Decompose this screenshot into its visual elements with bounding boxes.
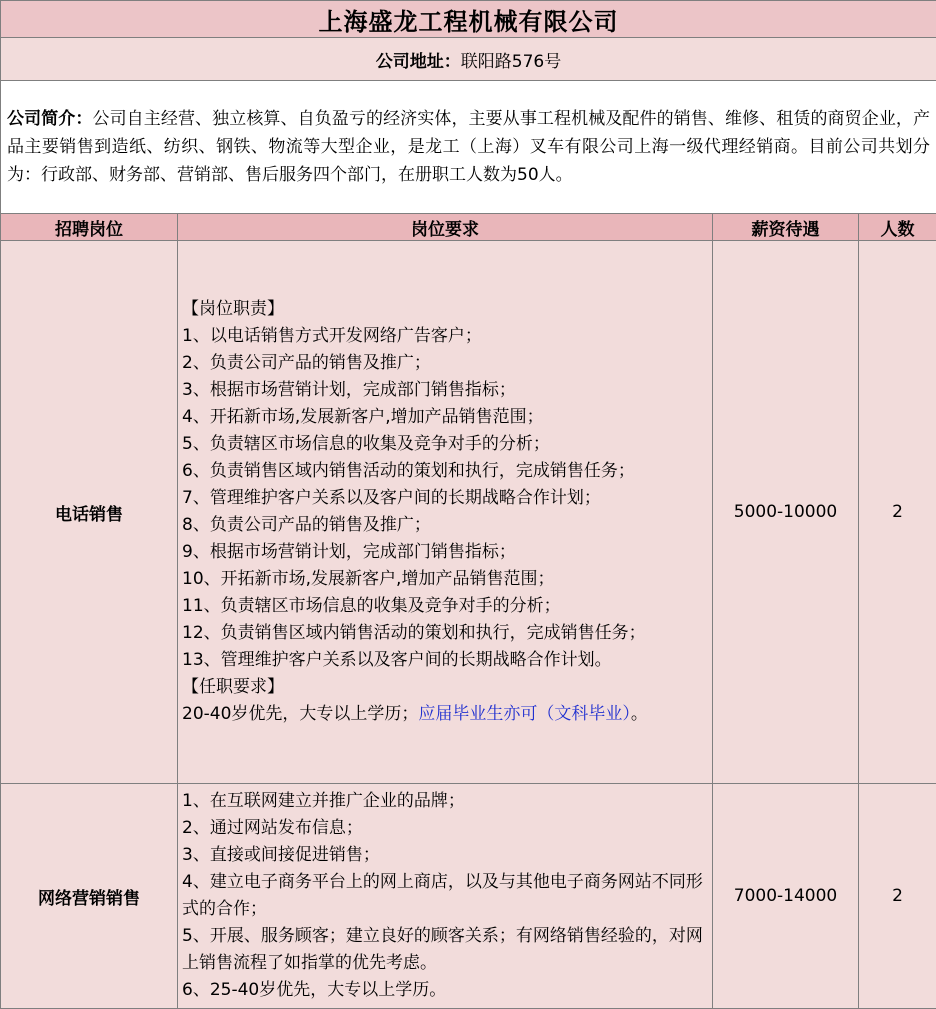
requirement-suffix: 。 (631, 704, 648, 724)
table-header-row (1, 214, 936, 241)
requirement-line: 3、直接或间接促进销售； (182, 842, 708, 869)
requirement-line: 6、负责销售区域内销售活动的策划和执行，完成销售任务； (182, 458, 708, 485)
requirement-line: 【任职要求】 (182, 674, 708, 701)
header-requirements: 岗位要求 (178, 214, 713, 241)
requirement-line: 3、根据市场营销计划，完成部门销售指标； (182, 377, 708, 404)
requirement-line: 5、开展、服务顾客；建立良好的顾客关系；有网络销售经验的，对网上销售流程了如指掌的优先考虑。 (182, 923, 708, 977)
requirement-line: 4、建立电子商务平台上的网上商店，以及与其他电子商务网站不同形式的合作； (182, 869, 708, 923)
requirement-line: 7、管理维护客户关系以及客户间的长期战略合作计划； (182, 485, 708, 512)
company-address (1, 38, 936, 81)
requirement-line: 10、开拓新市场,发展新客户,增加产品销售范围； (182, 566, 708, 593)
requirement-prefix: 20-40岁优先，大专以上学历； (182, 704, 418, 724)
requirement-line-last (182, 701, 708, 728)
job-requirements (178, 784, 713, 1009)
address-value: 联阳路576号 (461, 52, 561, 72)
requirement-line: 2、负责公司产品的销售及推广； (182, 350, 708, 377)
requirement-line: 8、负责公司产品的销售及推广； (182, 512, 708, 539)
job-count: 2 (859, 784, 936, 1009)
table-row (1, 241, 936, 784)
header-position: 招聘岗位 (1, 214, 178, 241)
requirement-line: 1、在互联网建立并推广企业的品牌； (182, 788, 708, 815)
table-row (1, 784, 936, 1009)
requirement-line: 9、根据市场营销计划，完成部门销售指标； (182, 539, 708, 566)
address-label: 公司地址： (376, 52, 461, 72)
company-intro (1, 81, 936, 214)
header-salary: 薪资待遇 (713, 214, 859, 241)
intro-label: 公司简介： (7, 109, 92, 129)
requirement-line: 【岗位职责】 (182, 296, 708, 323)
job-position: 网络营销销售 (1, 784, 178, 1009)
job-requirements (178, 241, 713, 784)
requirement-line: 5、负责辖区市场信息的收集及竞争对手的分析； (182, 431, 708, 458)
requirement-line: 12、负责销售区域内销售活动的策划和执行，完成销售任务； (182, 620, 708, 647)
requirement-line: 4、开拓新市场,发展新客户,增加产品销售范围； (182, 404, 708, 431)
job-salary: 7000-14000 (713, 784, 859, 1009)
requirement-line: 1、以电话销售方式开发网络广告客户； (182, 323, 708, 350)
header-count: 人数 (859, 214, 936, 241)
requirement-highlight: 应届毕业生亦可（文科毕业） (418, 704, 631, 724)
intro-text: 公司自主经营、独立核算、自负盈亏的经济实体，主要从事工程机械及配件的销售、维修、租赁的商贸企业，产品主要销售到造纸、纺织、钢铁、物流等大型企业，是龙工（上海）叉车有限公司上海一级代理经销商。目前公司共划分为：行政部、财务部、营销部、售后服务四个部门，在册职工人数为50人。 (7, 109, 930, 185)
company-name: 上海盛龙工程机械有限公司 (1, 1, 936, 38)
requirement-line: 11、负责辖区市场信息的收集及竞争对手的分析； (182, 593, 708, 620)
requirement-line: 6、25-40岁优先，大专以上学历。 (182, 977, 708, 1004)
requirement-line: 2、通过网站发布信息； (182, 815, 708, 842)
job-count: 2 (859, 241, 936, 784)
requirement-line: 13、管理维护客户关系以及客户间的长期战略合作计划。 (182, 647, 708, 674)
job-position: 电话销售 (1, 241, 178, 784)
job-salary: 5000-10000 (713, 241, 859, 784)
